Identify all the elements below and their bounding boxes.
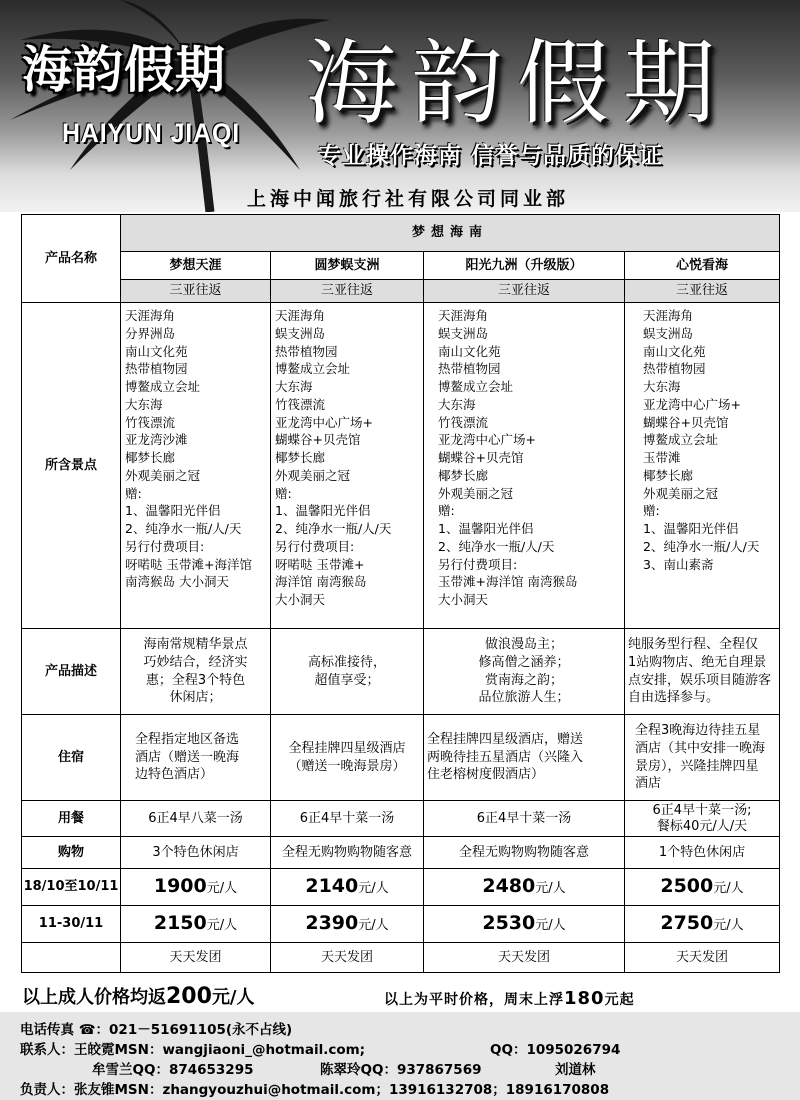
logo-pinyin-text: HAIYUN JIAQI	[62, 118, 241, 148]
text-line: 大小洞天	[438, 592, 489, 607]
text-line: 餐标40元/人/天	[656, 818, 748, 834]
text-line: 大东海	[125, 396, 163, 412]
text-line: 南山文化苑	[125, 343, 188, 359]
header-banner	[0, 0, 800, 212]
price-unit: 元/人	[358, 881, 389, 897]
text-line: 2、纯净水一瓶/人/天	[438, 538, 555, 554]
text-line: 外观美丽之冠	[438, 485, 514, 501]
shopping-info: 3个特色休闲店	[121, 837, 271, 869]
text-line: 南湾猴岛 大小洞天	[125, 574, 229, 590]
contact-main: 联系人：王皎霓MSN：wangjiaoni_@hotmail.com;	[20, 1042, 366, 1058]
price-unit: 元/人	[206, 918, 238, 934]
text-line: 博鳌成立会址	[275, 361, 351, 377]
text-line: 椰梦长廊	[438, 467, 489, 483]
text-line: 纯服务型行程、全程仅	[628, 637, 759, 653]
text-line: 外观美丽之冠	[275, 467, 351, 483]
text-line: 另行付费项目:	[125, 538, 205, 554]
price-value: 2390	[305, 912, 359, 935]
text-line: 热带植物园	[643, 361, 706, 377]
text-line: 天涯海角	[643, 308, 694, 323]
text-line: 做浪漫岛主；	[484, 637, 563, 653]
rebate-amount: 200	[166, 984, 212, 1009]
contact-panel	[0, 1012, 800, 1100]
shopping-info: 全程无购物购物随客意	[271, 837, 424, 869]
price-value: 1900	[153, 875, 207, 898]
text-line: 椰梦长廊	[275, 450, 326, 465]
text-line: 2、纯净水一瓶/人/天	[643, 538, 760, 554]
telephone-icon: ☎	[78, 1022, 96, 1038]
price-cell	[625, 869, 780, 906]
text-line: 博鳌成立会址	[438, 379, 514, 394]
text-line: 全程挂牌四星级酒店，赠送	[427, 732, 584, 748]
text-line: 天涯海角	[275, 308, 326, 323]
text-line: 1站购物店、绝无自理景	[628, 654, 767, 670]
label-product-name: 产品名称	[22, 215, 121, 303]
text-line: 酒店（赠送一晚海	[135, 749, 240, 765]
logo-big-calligraphy: 海韵假期	[305, 30, 730, 137]
text-line: 6正4早十菜一汤	[476, 810, 572, 826]
price-value: 2150	[153, 912, 207, 935]
text-line: 赠:	[438, 503, 455, 519]
phone-label: 电话传真	[20, 1022, 74, 1038]
shopping-info: 全程无购物购物随客意	[424, 837, 625, 869]
text-line: 蜈支洲岛	[643, 325, 694, 341]
text-line: 自由选择参与。	[628, 690, 720, 706]
product-route: 三亚往返	[121, 280, 271, 303]
text-line: 亚龙湾中心广场+	[643, 396, 741, 412]
hotel-info	[121, 715, 271, 801]
label-hotel: 住宿	[22, 715, 121, 801]
text-line: 竹筏漂流	[275, 396, 326, 412]
shopping-info: 1个特色休闲店	[625, 837, 780, 869]
text-line: 大东海	[438, 396, 476, 412]
text-line: 南山文化苑	[643, 343, 706, 359]
text-line: 酒店	[635, 776, 662, 792]
rebate-post: 元/人	[211, 987, 255, 1008]
label-attractions: 所含景点	[22, 303, 121, 629]
text-line: 热带植物园	[125, 361, 188, 377]
contact-qq: QQ：1095026794	[490, 1042, 621, 1058]
text-line: 6正4早十菜一汤	[299, 810, 395, 826]
product-description	[271, 629, 424, 715]
text-line: 南山文化苑	[438, 343, 501, 359]
contact-2: 牟雪兰QQ：874653295	[92, 1062, 254, 1078]
text-line: 亚龙湾沙滩	[125, 432, 188, 448]
price-value: 2530	[482, 912, 536, 935]
product-description	[121, 629, 271, 715]
text-line: 蝴蝶谷+贝壳馆	[275, 432, 361, 448]
text-line: 椰梦长廊	[643, 467, 694, 483]
product-route: 三亚往返	[424, 280, 625, 303]
price-value: 2140	[305, 875, 359, 898]
text-line: 边特色酒店）	[135, 767, 214, 783]
text-line: 两晚待挂五星酒店（兴隆入	[427, 749, 584, 765]
product-description	[625, 629, 780, 715]
text-line: 大小洞天	[275, 592, 326, 607]
contact-3: 陈翠玲QQ：937867569	[320, 1062, 482, 1078]
meal-info	[271, 801, 424, 837]
text-line: 全程指定地区备选	[135, 732, 240, 748]
text-line: 亚龙湾中心广场+	[438, 432, 536, 448]
text-line: 巧妙结合，经济实	[143, 654, 248, 670]
table-title: 梦想海南	[121, 215, 780, 252]
weekend-amount: 180	[564, 988, 605, 1009]
text-line: 全程3晚海边待挂五星	[635, 723, 761, 739]
departure-info: 天天发团	[625, 943, 780, 973]
attractions-list	[121, 303, 271, 629]
text-line: 住老榕树度假酒店）	[427, 767, 545, 783]
text-line: 惠；全程3个特色	[145, 672, 246, 688]
text-line: 分界洲岛	[125, 325, 176, 341]
text-line: 超值享受；	[314, 672, 380, 688]
price-unit: 元/人	[535, 881, 566, 897]
text-line: 呀喏哒 玉带滩+海洋馆	[125, 556, 252, 572]
text-line: 1、温馨阳光伴侣	[643, 521, 739, 536]
text-line: 天涯海角	[125, 308, 176, 323]
text-line: 2、纯净水一瓶/人/天	[275, 521, 392, 536]
text-line: 海洋馆 南湾猴岛	[275, 574, 367, 590]
text-line: 竹筏漂流	[125, 414, 176, 430]
text-line: 赏南海之韵；	[484, 672, 563, 688]
product-table	[21, 214, 780, 973]
price-cell	[271, 906, 424, 943]
text-line: 1、温馨阳光伴侣	[275, 503, 371, 519]
company-name: 上海中闻旅行社有限公司同业部	[246, 188, 569, 210]
meal-info	[424, 801, 625, 837]
product-description	[424, 629, 625, 715]
label-description: 产品描述	[22, 629, 121, 715]
manager-line: 负责人：张友锥MSN：zhangyouzhui@hotmail.com；13916132708；18916170808	[20, 1082, 610, 1098]
product-name: 阳光九洲（升级版）	[424, 252, 625, 280]
price-cell	[121, 906, 271, 943]
price-unit: 元/人	[535, 918, 566, 934]
price-value: 2750	[660, 912, 714, 935]
weekend-post: 元起	[604, 992, 635, 1008]
text-line: 蝴蝶谷+贝壳馆	[438, 450, 524, 465]
price-cell	[424, 869, 625, 906]
text-line: 酒店（其中安排一晚海	[635, 740, 766, 756]
text-line: 椰梦长廊	[125, 450, 176, 465]
price-value: 2480	[482, 875, 536, 898]
hotel-info	[271, 715, 424, 801]
weekend-note	[384, 988, 635, 1009]
text-line: 赠:	[643, 503, 660, 519]
price-cell	[121, 869, 271, 906]
text-line: 大东海	[643, 379, 681, 394]
text-line: 蜈支洲岛	[275, 325, 326, 341]
price-value: 2500	[660, 875, 714, 898]
text-line: 1、温馨阳光伴侣	[125, 503, 221, 519]
phone-line	[20, 1018, 292, 1038]
price-unit: 元/人	[713, 918, 744, 934]
text-line: （赠送一晚海景房）	[288, 758, 406, 774]
text-line: 热带植物园	[438, 361, 501, 377]
text-line: 3、南山素斋	[643, 556, 714, 572]
text-line: 2、纯净水一瓶/人/天	[125, 521, 242, 536]
empty-cell	[22, 943, 121, 973]
text-line: 景房），兴隆挂牌四星	[635, 758, 759, 774]
price-cell	[271, 869, 424, 906]
text-line: 亚龙湾中心广场+	[275, 414, 373, 430]
price-cell	[424, 906, 625, 943]
text-line: 蜈支洲岛	[438, 325, 489, 341]
text-line: 外观美丽之冠	[643, 485, 719, 501]
text-line: 外观美丽之冠	[125, 467, 201, 483]
hotel-info	[625, 715, 780, 801]
product-name: 梦想天涯	[121, 252, 271, 280]
text-line: 全程挂牌四星级酒店	[288, 740, 406, 756]
weekend-pre: 以上为平时价格，周末上浮	[384, 992, 564, 1008]
meal-info	[625, 801, 780, 837]
product-route: 三亚往返	[625, 280, 780, 303]
hotel-info	[424, 715, 625, 801]
text-line: 修高僧之涵养；	[478, 654, 570, 670]
text-line: 赠:	[125, 485, 142, 501]
attractions-list	[424, 303, 625, 629]
phone-number: ：021－51691105(永不占线)	[95, 1022, 293, 1038]
product-name: 圆梦蜈支洲	[271, 252, 424, 280]
rebate-note	[22, 983, 255, 1009]
text-line: 点安排，娱乐项目随游客	[628, 672, 772, 688]
price-unit: 元/人	[713, 881, 744, 897]
slogan: 专业操作海南 信誉与品质的保证	[318, 142, 664, 169]
text-line: 博鳌成立会址	[125, 379, 201, 394]
text-line: 休闲店；	[169, 690, 222, 706]
text-line: 6正4早十菜一汤;	[652, 802, 752, 818]
text-line: 博鳌成立会址	[643, 432, 719, 448]
text-line: 热带植物园	[275, 343, 338, 359]
departure-info: 天天发团	[271, 943, 424, 973]
text-line: 大东海	[275, 379, 313, 394]
price-unit: 元/人	[206, 881, 238, 897]
label-shopping: 购物	[22, 837, 121, 869]
departure-info: 天天发团	[121, 943, 271, 973]
meal-info	[121, 801, 271, 837]
label-meal: 用餐	[22, 801, 121, 837]
text-line: 天涯海角	[438, 308, 489, 323]
text-line: 呀喏哒 玉带滩+	[275, 556, 365, 572]
text-line: 品位旅游人生；	[478, 690, 570, 706]
product-route: 三亚往返	[271, 280, 424, 303]
attractions-list	[271, 303, 424, 629]
text-line: 高标准接待，	[307, 654, 386, 670]
text-line: 玉带滩	[643, 450, 681, 465]
text-line: 海南常规精华景点	[143, 637, 248, 653]
text-line: 1、温馨阳光伴侣	[438, 521, 534, 536]
text-line: 6正4早八菜一汤	[148, 810, 243, 826]
product-name: 心悦看海	[625, 252, 780, 280]
attractions-list	[625, 303, 780, 629]
logo-small-text: 海韵假期	[22, 40, 226, 99]
label-period-1: 18/10至10/11	[22, 869, 121, 906]
text-line: 竹筏漂流	[438, 414, 489, 430]
contact-4: 刘道林	[555, 1062, 596, 1078]
price-unit: 元/人	[358, 918, 389, 934]
text-line: 另行付费项目:	[275, 538, 355, 554]
text-line: 玉带滩+海洋馆 南湾猴岛	[438, 574, 578, 590]
rebate-pre: 以上成人价格均返	[22, 987, 166, 1008]
text-line: 蝴蝶谷+贝壳馆	[643, 414, 729, 430]
price-cell	[625, 906, 780, 943]
departure-info: 天天发团	[424, 943, 625, 973]
label-period-2: 11-30/11	[22, 906, 121, 943]
text-line: 赠:	[275, 485, 292, 501]
text-line: 另行付费项目:	[438, 556, 518, 572]
